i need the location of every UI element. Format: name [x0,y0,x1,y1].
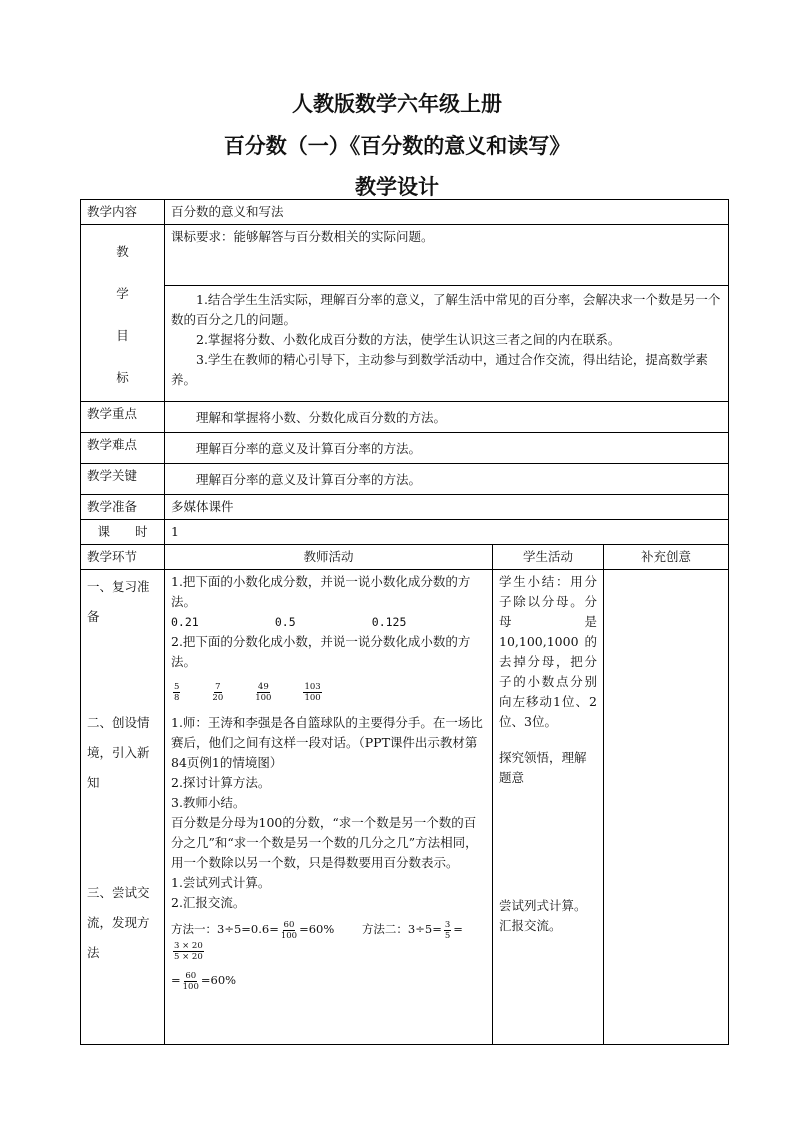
row-difficulty [81,433,729,464]
student-explore: 探究领悟，理解题意 [499,750,587,785]
key-value: 理解和掌握将小数、分数化成百分数的方法。 [165,402,729,433]
teacher-step: 3.教师小结。 [171,795,246,810]
stage-review: 一、复习准备 [87,579,150,624]
row-period [81,520,729,545]
crux-label: 教学关键 [81,464,165,495]
prep-value: 多媒体课件 [165,495,729,520]
content-label: 教学内容 [81,200,165,225]
teacher-step: 2.把下面的分数化成小数，并说一说分数化成小数的方法。 [171,634,471,669]
method-one: 方法一：3÷5=0.6= $\frac{60}{100}$ =60% [171,919,335,941]
student-report: 汇报交流。 [499,918,562,933]
teacher-step: 2.汇报交流。 [171,895,246,910]
goal-item: 1.结合学生生活实际，理解百分率的意义，了解生活中常见的百分率，会解决求一个数是另一个数的百分之几的问题。 [171,292,721,328]
header-extra: 补充创意 [604,545,729,570]
stage-situation: 二、创设情境，引入新知 [87,715,150,790]
teacher-step: 2.探讨计算方法。 [171,775,271,790]
decimal-list: 0.21 0.5 0.125 [171,615,407,629]
row-curriculum [81,225,729,286]
row-preparation [81,495,729,520]
row-key-point [81,402,729,433]
extra-ideas [604,570,729,1045]
key-label: 教学重点 [81,402,165,433]
method-line [171,919,486,962]
period-label: 课 时 [81,520,165,545]
method-two-continued: = $\frac{60}{100}$ =60% [171,970,237,992]
header-student: 学生活动 [493,545,604,570]
teacher-step: 1.尝试列式计算。 [171,875,271,890]
fraction: $\frac{7}{20}$ [212,682,224,703]
student-try: 尝试列式计算。 [499,898,587,913]
teacher-step: 1.师：王涛和李强是各自篮球队的主要得分手。在一场比赛后，他们之间有这样一段对话。（PPT课件出示教材第84页例1的情境图） [171,715,483,770]
goals-label [81,225,165,402]
difficult-value: 理解百分率的意义及计算百分率的方法。 [165,433,729,464]
fraction: $\frac{5}{8}$ [174,682,180,703]
row-process-header [81,545,729,570]
doc-title-grade: 人教版数学六年级上册 [292,92,502,116]
fraction: $\frac{103}{100}$ [304,682,321,703]
method-two: 方法二：3÷5= $\frac{3}{5}$ = $\frac{3 \times 20}{5 \times 20}$ [174,919,463,962]
curriculum-requirement: 课标要求：能够解答与百分数相关的实际问题。 [165,225,729,286]
goal-item: 2.掌握将分数、小数化成百分数的方法，使学生认识这三者之间的内在联系。 [196,332,621,348]
goals-label-char: 目 [116,328,129,343]
goals-content [165,286,729,402]
lesson-plan-table [80,199,729,1045]
goal-item: 3.学生在教师的精心引导下，主动参与到数学活动中，通过合作交流，得出结论，提高数学素养。 [171,352,708,388]
fraction-list [171,682,486,703]
row-content [81,200,729,225]
row-crux [81,464,729,495]
goals-label-char: 教 [116,244,129,259]
row-process-body [81,570,729,1045]
stage-trial: 三、尝试交流，发现方法 [87,885,150,960]
goals-label-char: 学 [116,286,129,301]
teacher-step: 1.把下面的小数化成分数，并说一说小数化成分数的方法。 [171,574,471,609]
row-goals [81,286,729,402]
fraction: $\frac{49}{100}$ [255,682,272,703]
content-value: 百分数的意义和写法 [165,200,729,225]
student-summary: 学生小结：用分子除以分母。分母是10,100,1000的去掉分母，把分子的小数点分别向左移动1位、2位、3位。 [499,574,597,729]
teacher-summary: 百分数是分母为100的分数，“求一个数是另一个数的百分之几”和“求一个数是另一个数的几分之几”方法相同，用一个数除以另一个数，只是得数要用百分数表示。 [171,815,478,870]
doc-title-design: 教学设计 [355,175,439,199]
period-value: 1 [165,520,729,545]
prep-label: 教学准备 [81,495,165,520]
goals-label-char: 标 [116,370,129,385]
doc-title-lesson: 百分数（一）《百分数的意义和读写》 [223,134,571,158]
header-teacher: 教师活动 [165,545,493,570]
difficult-label: 教学难点 [81,433,165,464]
crux-value: 理解百分率的意义及计算百分率的方法。 [165,464,729,495]
teacher-activity [165,570,493,1045]
header-stage: 教学环节 [81,545,165,570]
student-activity [493,570,604,1045]
stage-column [81,570,165,1045]
